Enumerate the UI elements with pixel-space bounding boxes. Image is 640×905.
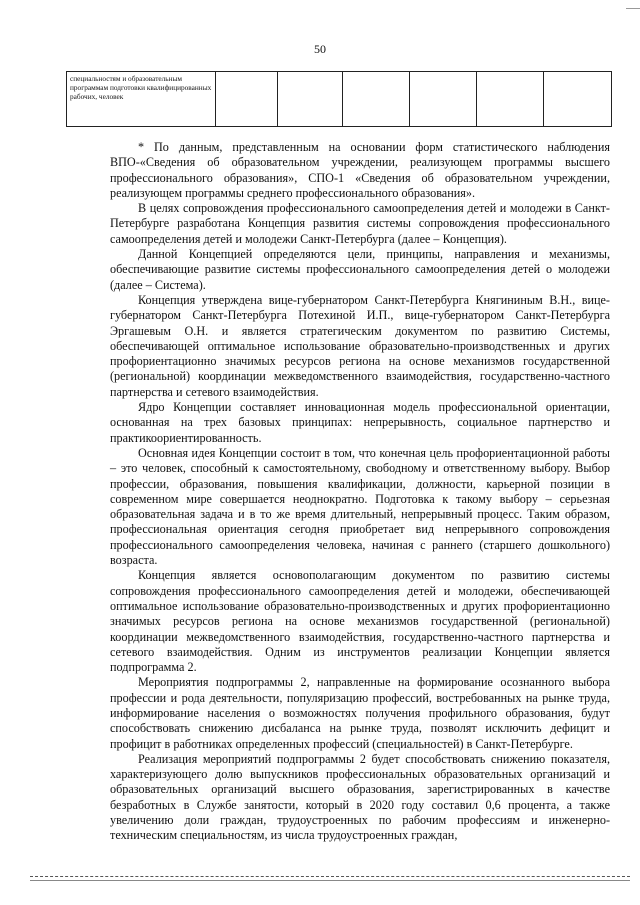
table-cell-label: специальностям и образовательным программам подготовки квалифицированных рабочих, человек [67, 72, 216, 127]
table-cell [343, 72, 410, 127]
paragraph: Основная идея Концепции состоит в том, что конечная цель профориентационной работы – это человек, способный к самостоятельному, свободному и ответственному выбору. Выбор профессии, образования, повышения квалификации, должности, карьерной позиции в современном мире совершается неоднократно. Подготовка к такому выбору – серьезная образовательная задача и в то же время длительный, непрерывный процесс. Таким образом, профессиональная ориентация сегодня приобретает вид непрерывного сопровождения профессионального самоопределения человека, начиная с раннего (старшего дошкольного) возраста. [110, 445, 610, 568]
document-body [110, 140, 610, 844]
paragraph: В целях сопровождения профессионального самоопределения детей и молодежи в Санкт-Петербурге разработана Концепция развития системы сопровождения профессионального самоопределения детей и молодежи Санкт-Петербурга (далее – Концепция). [110, 201, 610, 246]
page-number: 50 [314, 42, 326, 56]
table-cell [278, 72, 343, 127]
paragraph: Реализация мероприятий подпрограммы 2 будет способствовать снижению показателя, характеризующего долю выпускников профессиональных образовательных организаций и образовательных организаций высшего образования, зарегистрированных в качестве безработных в Службе занятости, который в 2020 году составил 0,6 процента, а также увеличению доли граждан, трудоустроенных по рабочим профессиям и инженерно-техническим специальностям, из числа трудоустроенных граждан, [110, 751, 610, 843]
scan-corner-mark [626, 0, 640, 9]
paragraph: Мероприятия подпрограммы 2, направленные на формирование осознанного выбора профессии и рода деятельности, популяризацию профессий, востребованных на рынке труда, информирование населения о возможностях получения профильного образования, будут способствовать снижению дисбаланса на рынке труда, позволят исключить дефицит и профицит в работниках определенных профессий (специальностей) в Санкт-Петербурге. [110, 675, 610, 751]
table-fragment [66, 71, 612, 127]
table-cell [216, 72, 278, 127]
paragraph: Концепция является основополагающим документом по развитию системы сопровождения профессионального самоопределения детей и молодежи, обеспечивающей оптимальное использование образовательно-производственных и других профориентационно значимых ресурсов региона на основе механизмов государственной (региональной) координации межведомственного взаимодействия, государственно-частного партнерства и сетевого взаимодействия. Одним из инструментов реализации Концепции является подпрограмма 2. [110, 568, 610, 675]
table-row [67, 72, 612, 127]
footnote-paragraph: * По данным, представленным на основании форм статистического наблюдения ВПО-«Сведения об образовательном учреждении, реализующем программы высшего профессионального образования», СПО-1 «Сведения об образовательном учреждении, реализующем программы среднего профессионального образования». [110, 140, 610, 200]
table-cell [477, 72, 544, 127]
scan-bottom-edge-line [30, 880, 630, 881]
table-cell [410, 72, 477, 127]
paragraph: Данной Концепцией определяются цели, принципы, направления и механизмы, обеспечивающие развитие системы профессионального самоопределения детей о молодежи (далее – Система). [110, 247, 610, 292]
table-cell [544, 72, 612, 127]
scan-bottom-edge [30, 876, 630, 877]
paragraph: Концепция утверждена вице-губернатором Санкт-Петербурга Княгининым В.Н., вице-губернатором Санкт-Петербурга Потехиной И.П., вице-губернатором Санкт-Петербурга Эргашевым О.Н. и является стратегическим документом по развитию Системы, обеспечивающей оптимальное использование образовательно-производственных и других профориентационно значимых ресурсов региона на основе механизмов государственной (региональной) координации межведомственного взаимодействия, государственно-частного партнерства и сетевого взаимодействия. [110, 292, 610, 399]
paragraph: Ядро Концепции составляет инновационная модель профессиональной ориентации, основанная на трех базовых принципах: непрерывность, социальное партнерство и практикоориентированность. [110, 400, 610, 445]
